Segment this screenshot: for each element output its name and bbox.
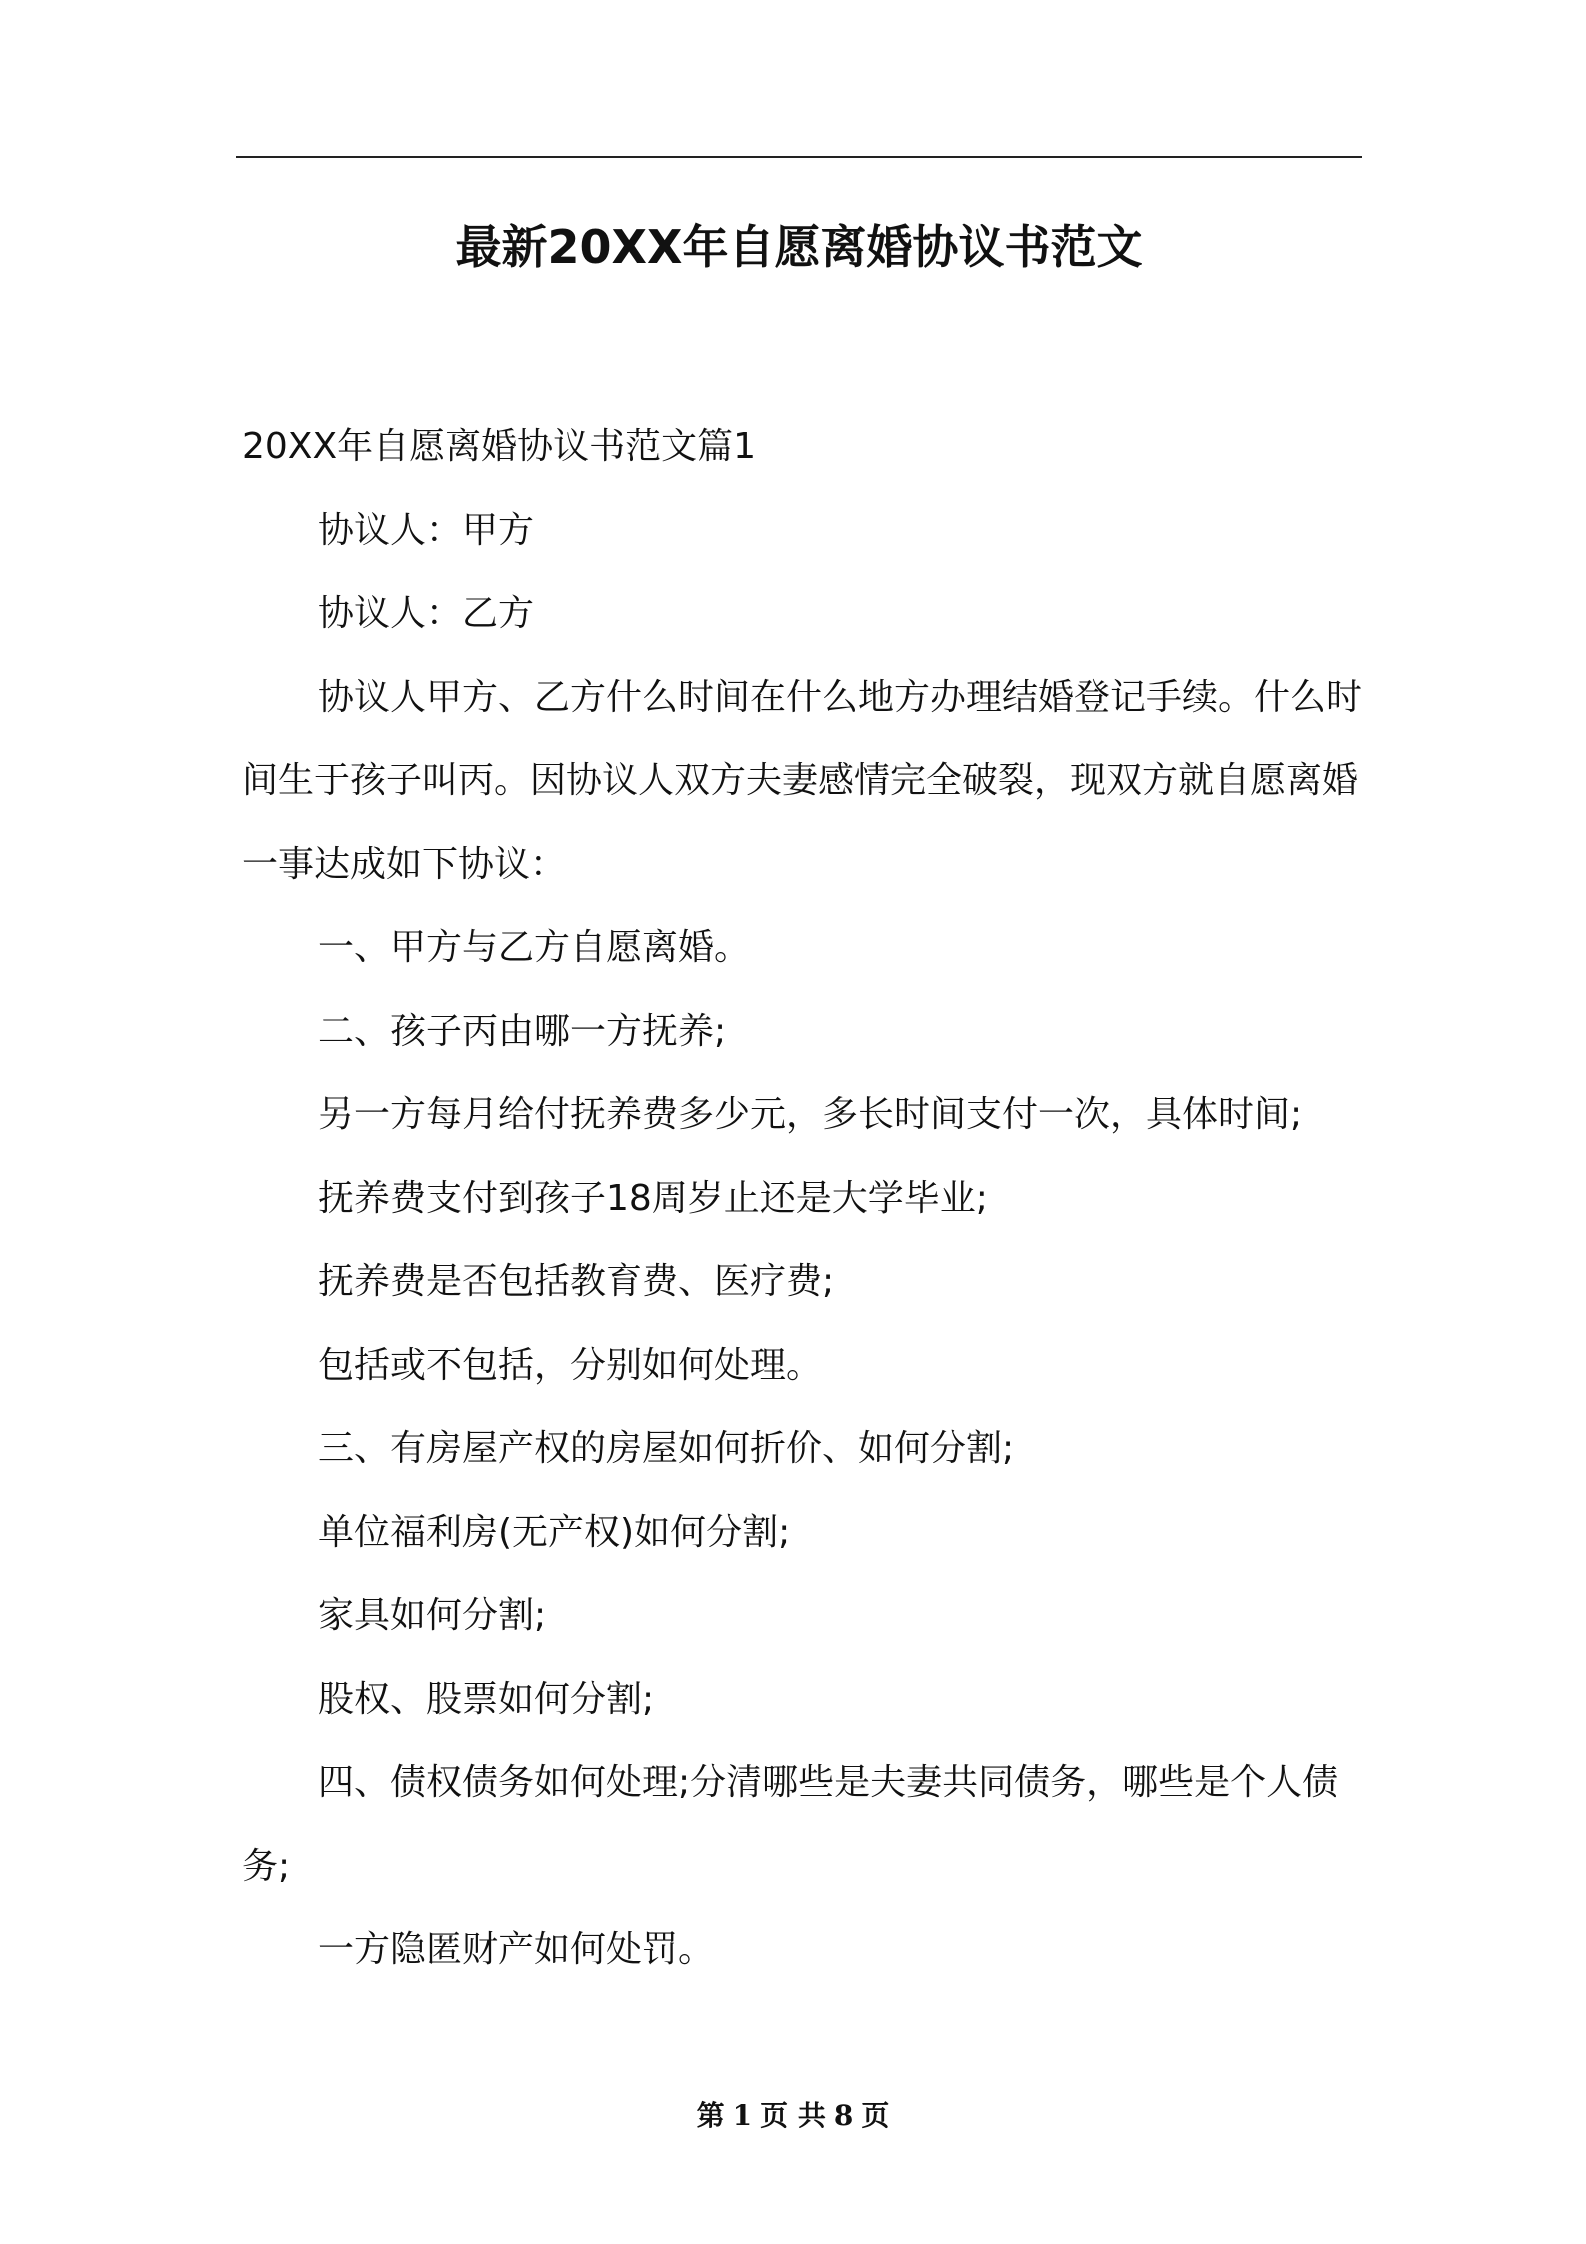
paragraph: 抚养费支付到孩子18周岁止还是大学毕业;: [318, 1177, 988, 1219]
paragraph: 另一方每月给付抚养费多少元，多长时间支付一次，具体时间;: [318, 1094, 1303, 1135]
paragraph: 一方隐匿财产如何处罚。: [318, 1929, 715, 1970]
paragraph: 二、孩子丙由哪一方抚养;: [318, 1010, 727, 1052]
paragraph: 家具如何分割;: [318, 1595, 547, 1636]
page-label-mid: 页 共: [760, 2099, 826, 2132]
current-page-number: 1: [732, 2099, 753, 2132]
paragraph: 三、有房屋产权的房屋如何折价、如何分割;: [318, 1428, 1015, 1469]
paragraph: 协议人：乙方: [318, 593, 535, 634]
paragraph: 协议人甲方、乙方什么时间在什么地方办理结婚登记手续。什么时间生于孩子叫丙。因协议人双方夫妻感情完全破裂，现双方就自愿离婚一事达成如下协议：: [242, 676, 1363, 885]
page-footer: [0, 2096, 1586, 2136]
header-rule: [236, 156, 1362, 158]
total-pages-number: 8: [833, 2099, 854, 2132]
paragraph: 包括或不包括，分别如何处理。: [318, 1344, 823, 1386]
paragraph: 一、甲方与乙方自愿离婚。: [318, 927, 751, 968]
paragraph: 股权、股票如何分割;: [318, 1678, 655, 1720]
section-heading: 20XX年自愿离婚协议书范文篇1: [242, 426, 757, 467]
paragraph: 四、债权债务如何处理;分清哪些是夫妻共同债务，哪些是个人债务;: [242, 1762, 1339, 1887]
paragraph: 抚养费是否包括教育费、医疗费;: [318, 1261, 835, 1302]
page-label-prefix: 第: [696, 2099, 725, 2132]
document-title: 最新20XX年自愿离婚协议书范文: [455, 220, 1143, 274]
paragraph: 协议人：甲方: [318, 509, 535, 551]
paragraph: 单位福利房(无产权)如何分割;: [318, 1511, 791, 1553]
document-body: [242, 405, 1362, 1992]
page-label-suffix: 页: [861, 2099, 890, 2132]
